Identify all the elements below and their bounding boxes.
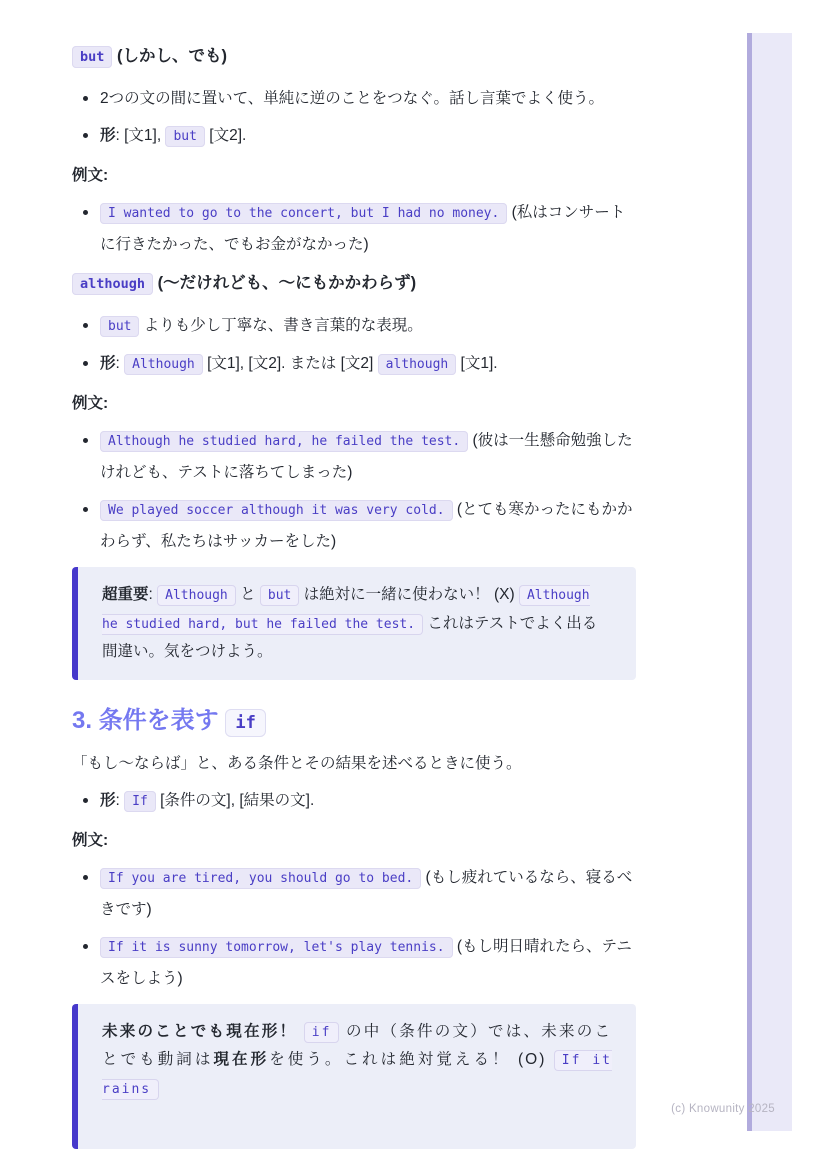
bold-text: 未来のことでも現在形！ (102, 1022, 298, 1040)
bold-text: 現在形 (213, 1051, 270, 1068)
callout-text (102, 1018, 612, 1104)
inline-code-badge: Although he studied hard, he failed the test. (100, 431, 468, 452)
text-segment: (とても寒かったにもかかわらず、私たちはサッカーをした) (100, 501, 633, 550)
text-segment: を使う。これは絶対覚える！ (O) (269, 1051, 554, 1068)
bold-text: (〜だけれども、〜にもかかわらず) (153, 274, 417, 292)
bullet-list (72, 862, 636, 994)
callout-box (72, 567, 636, 680)
examples-label (72, 160, 636, 191)
inline-code-badge: Although (124, 354, 203, 375)
list-item (100, 197, 636, 260)
text-segment: (もし明日晴れたら、テニスをしよう) (100, 937, 632, 987)
bold-text: 例文: (72, 167, 109, 184)
text-segment: の中（条件の文）では、未来のことでも動詞は (102, 1022, 612, 1068)
text-segment: 「もし〜ならば」と、ある条件とその結果を述べるときに使う。 (72, 754, 522, 772)
bullet-list (72, 197, 636, 260)
text-segment: [文1], [文2]. または [文2] (202, 355, 378, 372)
section-heading (72, 706, 636, 738)
list-item (100, 310, 636, 342)
list-item (100, 425, 636, 488)
inline-code-badge: Although (157, 585, 236, 606)
inline-code-badge: Although he studied hard, but he failed the test. (102, 585, 590, 635)
document-content (72, 43, 636, 1175)
bullet-list (72, 785, 636, 817)
list-item (100, 348, 636, 380)
text-segment: [文1]. (456, 355, 498, 372)
inline-code-badge: If you are tired, you should go to bed. (100, 868, 421, 889)
watermark: (c) Knowunity 2025 (671, 1103, 775, 1115)
text-segment (297, 1023, 304, 1040)
callout-box (72, 1004, 636, 1150)
list-item (100, 83, 636, 114)
inline-code-badge: but (165, 126, 204, 147)
bold-text: 例文: (72, 831, 109, 849)
bold-text: 例文: (72, 395, 109, 412)
callout-text (102, 581, 612, 666)
subsection-heading (72, 43, 636, 71)
bullet-list (72, 83, 636, 152)
inline-code-badge: if (225, 709, 265, 737)
examples-label (72, 388, 636, 419)
inline-code-badge: although (72, 273, 153, 295)
bold-text: (しかし、でも) (112, 47, 227, 65)
inline-code-badge: if (304, 1022, 340, 1043)
text-segment: と (235, 586, 260, 603)
text-segment: : (115, 355, 125, 372)
text-segment: は絶対に一緒に使わない！ (X) (299, 586, 519, 603)
inline-code-badge: If it rains (102, 1050, 612, 1100)
text-segment: よりも少し丁寧な、書き言葉的な表現。 (139, 317, 423, 334)
text-segment: (私はコンサートに行きたかった、でもお金がなかった) (100, 204, 626, 253)
subsection-heading (72, 270, 636, 298)
text-segment: 2つの文の間に置いて、単純に逆のことをつなぐ。話し言葉でよく使う。 (100, 90, 605, 107)
bold-text: 形 (100, 791, 116, 809)
text-segment: : [文1], (115, 127, 166, 144)
text-segment: (彼は一生懸命勉強したけれども、テストに落ちてしまった) (100, 432, 633, 481)
bullet-list (72, 425, 636, 557)
examples-label (72, 825, 636, 856)
inline-code-badge: If it is sunny tomorrow, let's play tennis. (100, 937, 453, 958)
list-item (100, 931, 636, 994)
inline-code-badge: but (72, 46, 112, 68)
inline-code-badge: but (260, 585, 299, 606)
text-segment: : (148, 586, 158, 603)
inline-code-badge: I wanted to go to the concert, but I had no money. (100, 203, 507, 224)
inline-code-badge: but (100, 316, 139, 337)
list-item (100, 785, 636, 817)
list-item (100, 120, 636, 152)
text-segment: これはテストでよく出る間違い。気をつけよう。 (102, 614, 598, 660)
text-segment: [条件の文], [結果の文]. (155, 791, 315, 809)
text-segment: 3. 条件を表す (72, 706, 226, 734)
text-segment: [文2]. (204, 127, 247, 144)
text-segment: : (115, 791, 125, 809)
page-edge-strip (747, 33, 792, 1131)
text-segment: (もし疲れているなら、寝るべきです) (100, 868, 633, 918)
bold-text: 超重要 (102, 586, 149, 603)
paragraph (72, 748, 636, 779)
inline-code-badge: If (124, 791, 156, 812)
list-item (100, 862, 636, 925)
bold-text: 形 (100, 127, 116, 144)
bullet-list (72, 310, 636, 380)
inline-code-badge: We played soccer although it was very cold. (100, 500, 453, 521)
inline-code-badge: although (378, 354, 457, 375)
bold-text: 形 (100, 355, 116, 372)
list-item (100, 494, 636, 557)
